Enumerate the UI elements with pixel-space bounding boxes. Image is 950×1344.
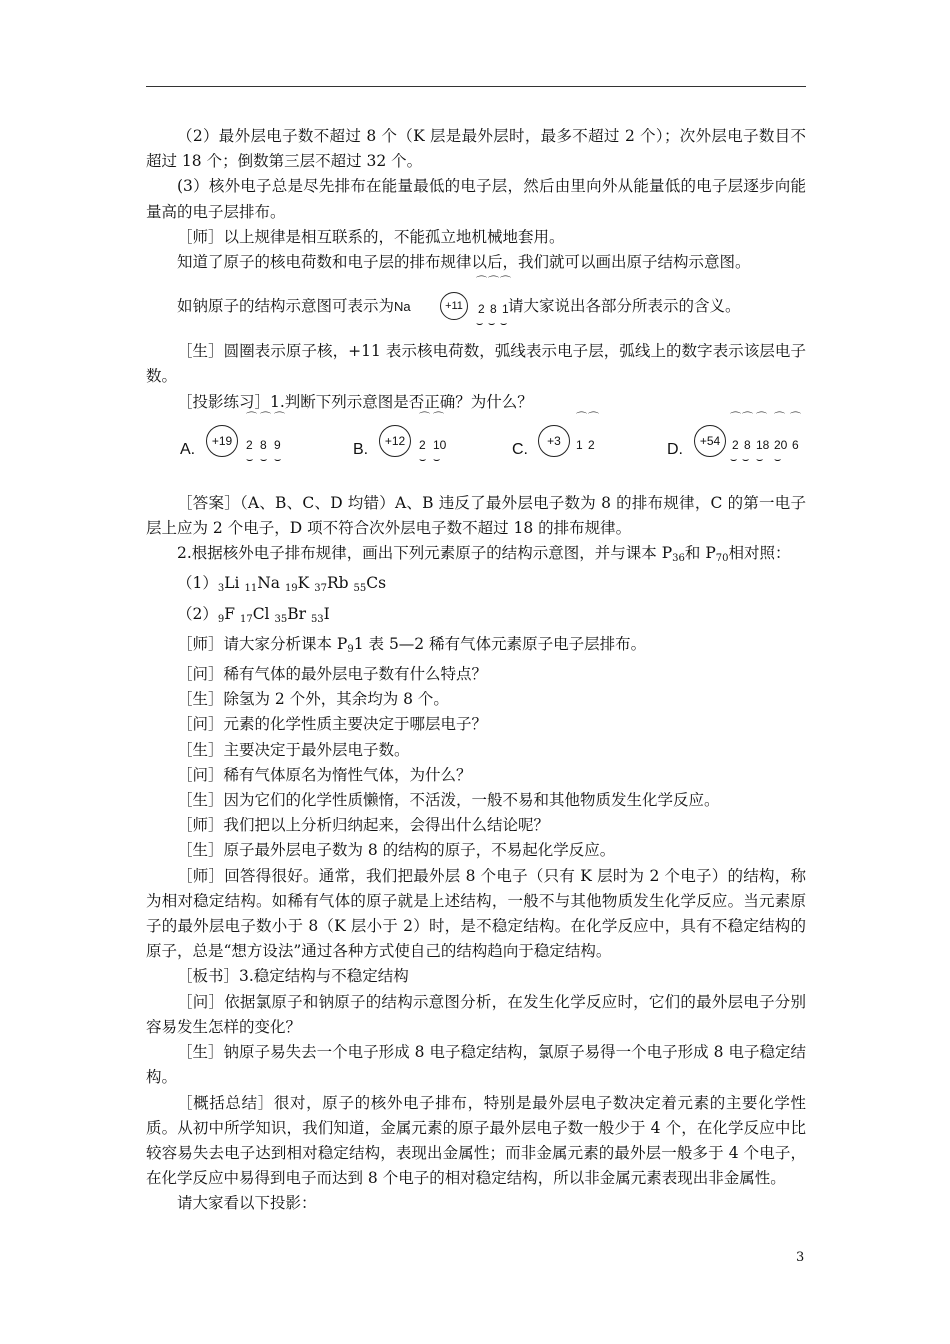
dialog-line: ［生］主要决定于最外层电子数。: [177, 740, 410, 759]
shell-arc-bottom: ⌣: [476, 318, 484, 331]
page-body: [146, 124, 806, 1217]
shell-arc-top: ⌒: [756, 411, 767, 424]
stable-structure-paragraph: ［师］回答得很好。通常，我们把最外层 8 个电子（只有 K 层时为 2 个电子）的结构，称为相对稳定结构。如稀有气体的原子就是上述结构，一般不与其他物质发生化学反应。当元素原子的最外层电子数小于 8（K 层小于 2）时，是不稳定结构。在化学反应中，具有不稳定结构的原子，总是“想方设法”通过各种方式使自己的结构趋向于稳定结构。: [146, 866, 806, 961]
shell-arc-bottom: ⌣: [774, 453, 782, 466]
question-2: 2.根据核外电子排布规律，画出下列元素原子的结构示意图，并与课本 $P_{36}$和 $P_{70}$相对照：: [177, 544, 791, 565]
nucleus-c: +3: [538, 425, 570, 457]
nucleus-b: +12: [379, 425, 411, 457]
header-rule: [146, 86, 806, 87]
na-symbol: Na: [394, 299, 411, 315]
shell-arc-top: ⌒: [730, 411, 741, 424]
shell-arc-top: ⌒: [790, 411, 801, 424]
shell-arc-bottom: ⌣: [730, 453, 738, 466]
shell-arc-bottom: ⌣: [488, 318, 496, 331]
projection-exercise: ［投影练习］1.判断下列示意图是否正确？为什么？: [177, 392, 533, 411]
option-b-label: B.: [353, 440, 369, 458]
shell-count: 1: [576, 437, 583, 452]
dialog-line: ［问］元素的化学性质主要决定于哪层电子？: [177, 715, 488, 734]
shell-count: 2: [732, 437, 739, 452]
na-nucleus: +11: [440, 292, 468, 320]
dialog-line: ［问］稀有气体的最外层电子数有什么特点？: [177, 665, 488, 684]
shell-arc-top: ⌒: [476, 276, 487, 289]
shell-count: 10: [433, 437, 447, 452]
summary-paragraph: ［概括总结］很对，原子的核外电子排布，特别是最外层电子数决定着元素的主要化学性质。从初中所学知识，我们知道，金属元素的原子最外层电子数一般少于 4 个，在化学反应中比较容易失去电子达到相对稳定结构，表现出金属性；而非金属元素的最外层一般多于 4 个电子，在化学反应中易得到电子而达到 8 个电子的相对稳定结构，所以非金属元素表现出非金属性。: [146, 1093, 806, 1188]
element-list-1: （1）3Li 11Na 19K 37Rb 55Cs: [177, 574, 387, 595]
shell-count: 2: [478, 302, 485, 317]
chlorine-sodium-answer: ［生］钠原子易失去一个电子形成 8 电子稳定结构，氯原子易得一个电子形成 8 电子稳定结构。: [146, 1043, 806, 1087]
dialog-line: ［师］我们把以上分析归纳起来，会得出什么结论呢？: [177, 816, 550, 835]
na-intro-text: 如钠原子的结构示意图可表示为: [177, 297, 395, 316]
answer-paragraph: ［答案］（A、B、C、D 均错）A、B 违反了最外层电子数为 8 的排布规律，C 的第一电子层上应为 2 个电子，D 项不符合次外层电子数不超过 18 的排布规律。: [146, 493, 806, 538]
rule-2-paragraph: （2）最外层电子数不超过 8 个（K 层是最外层时，最多不超过 2 个）；次外层电子数目不超过 18 个；倒数第三层不超过 32 个。: [146, 127, 806, 171]
closing-line: 请大家看以下投影：: [177, 1194, 317, 1213]
shell-arc-bottom: ⌣: [756, 453, 764, 466]
shell-arc-bottom: ⌣: [742, 453, 750, 466]
rule-3-paragraph: (3）核外电子总是尽先排布在能量最低的电子层，然后由里向外从能量低的电子层逐步向能量高的电子层排布。: [146, 177, 806, 221]
nucleus-a: +19: [206, 425, 238, 457]
know-paragraph: 知道了原子的核电荷数和电子层的排布规律以后，我们就可以画出原子结构示意图。: [177, 253, 751, 272]
shell-arc-top: ⌒: [246, 411, 257, 424]
sodium-example-line: [146, 275, 806, 339]
shell-arc-top: ⌒: [500, 276, 511, 289]
chlorine-sodium-question: ［问］依据氯原子和钠原子的结构示意图分析，在发生化学反应时，它们的最外层电子分别容易发生怎样的变化？: [146, 992, 806, 1036]
shell-arc-top: ⌒: [774, 411, 785, 424]
dialog-line: ［生］原子最外层电子数为 8 的结构的原子，不易起化学反应。: [177, 841, 616, 860]
na-outro-text: 请大家说出各部分所表示的含义。: [508, 297, 741, 316]
shell-count: 8: [744, 437, 751, 452]
shell-count: 2: [246, 437, 253, 452]
student-answer-1: ［生］圆圈表示原子核，+11 表示核电荷数，弧线表示电子层，弧线上的数字表示该层电子数。: [146, 342, 806, 386]
shell-count: 8: [260, 437, 267, 452]
shell-arc-top: ⌒: [260, 411, 271, 424]
option-c-label: C.: [512, 440, 528, 458]
shell-arc-top: ⌒: [419, 411, 430, 424]
shell-arc-bottom: ⌣: [274, 453, 282, 466]
shell-arc-top: ⌒: [588, 411, 599, 424]
shell-arc-bottom: ⌣: [500, 318, 508, 331]
shell-arc-bottom: ⌣: [246, 453, 254, 466]
board-note: ［板书］3.稳定结构与不稳定结构: [177, 967, 409, 986]
teacher-note-2: ［师］请大家分析课本 $P_91$ 表 5—2 稀有气体元素原子电子层排布。: [177, 634, 647, 655]
shell-arc-bottom: ⌣: [419, 453, 427, 466]
shell-arc-top: ⌒: [742, 411, 753, 424]
shell-count: 1: [502, 302, 509, 317]
shell-arc-top: ⌒: [433, 411, 444, 424]
shell-arc-top: ⌒: [488, 276, 499, 289]
shell-count: 8: [490, 302, 497, 317]
shell-arc-top: ⌒: [274, 411, 285, 424]
shell-count: 2: [419, 437, 426, 452]
page-number: 3: [796, 1250, 805, 1265]
sodium-structure-diagram: [440, 276, 511, 331]
shell-arc-top: ⌒: [576, 411, 587, 424]
nucleus-d: +54: [694, 425, 726, 457]
element-list-2: （2）9F 17Cl 35Br 53I: [177, 604, 330, 625]
option-a-label: A.: [180, 440, 196, 458]
shell-count: 9: [274, 437, 281, 452]
shell-count: 6: [792, 437, 799, 452]
shell-arc-bottom: ⌣: [433, 453, 441, 466]
shell-count: 18: [756, 437, 770, 452]
dialog-line: ［生］因为它们的化学性质懒惰，不活泼，一般不易和其他物质发生化学反应。: [177, 791, 720, 810]
teacher-note-1: ［师］以上规律是相互联系的，不能孤立地机械地套用。: [177, 227, 565, 246]
dialog-line: ［生］除氢为 2 个外，其余均为 8 个。: [177, 690, 449, 709]
option-d-label: D.: [667, 440, 683, 458]
dialog-line: ［问］稀有气体原名为惰性气体，为什么？: [177, 765, 472, 784]
shell-arc-bottom: ⌣: [260, 453, 268, 466]
shell-count: 2: [588, 437, 595, 452]
quiz-diagrams: [146, 411, 806, 491]
shell-count: 20: [774, 437, 788, 452]
